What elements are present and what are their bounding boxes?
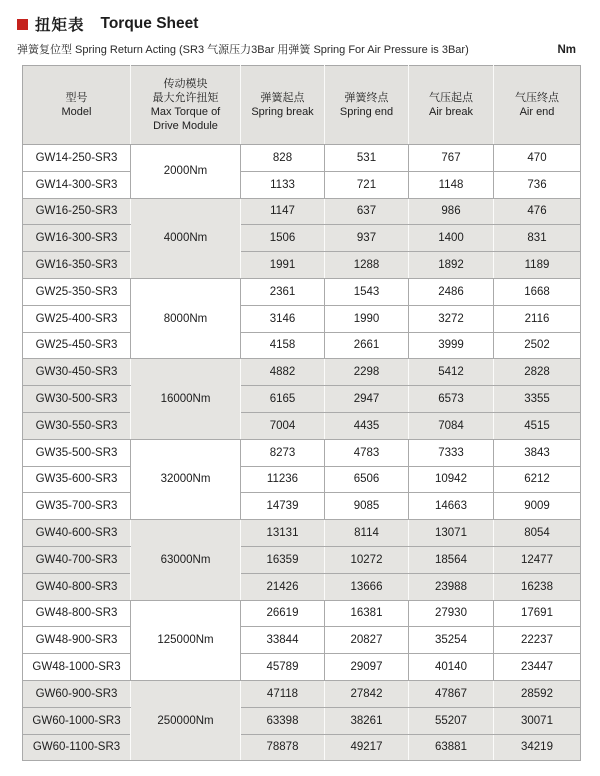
model-cell: GW25-350-SR3 xyxy=(23,278,131,305)
column-header-model: 型号 Model xyxy=(23,66,131,145)
value-cell: 16359 xyxy=(241,546,325,573)
value-cell: 33844 xyxy=(241,627,325,654)
model-cell: GW48-900-SR3 xyxy=(23,627,131,654)
max-torque-cell: 32000Nm xyxy=(131,439,241,519)
value-cell: 937 xyxy=(325,225,409,252)
value-cell: 45789 xyxy=(241,654,325,681)
model-cell: GW25-450-SR3 xyxy=(23,332,131,359)
column-header-spring-break: 弹簧起点 Spring break xyxy=(241,66,325,145)
max-torque-cell: 16000Nm xyxy=(131,359,241,439)
value-cell: 2116 xyxy=(494,305,581,332)
value-cell: 2502 xyxy=(494,332,581,359)
value-cell: 1189 xyxy=(494,252,581,279)
model-cell: GW35-700-SR3 xyxy=(23,493,131,520)
model-cell: GW40-600-SR3 xyxy=(23,520,131,547)
value-cell: 38261 xyxy=(325,707,409,734)
table-row xyxy=(23,145,581,172)
torque-table xyxy=(22,65,581,761)
value-cell: 1147 xyxy=(241,198,325,225)
value-cell: 6573 xyxy=(409,386,494,413)
value-cell: 13131 xyxy=(241,520,325,547)
table-row xyxy=(23,707,581,734)
value-cell: 1133 xyxy=(241,171,325,198)
value-cell: 4783 xyxy=(325,439,409,466)
max-torque-cell: 250000Nm xyxy=(131,680,241,760)
value-cell: 1668 xyxy=(494,278,581,305)
value-cell: 2486 xyxy=(409,278,494,305)
value-cell: 3272 xyxy=(409,305,494,332)
value-cell: 35254 xyxy=(409,627,494,654)
value-cell: 1506 xyxy=(241,225,325,252)
red-square-icon xyxy=(17,19,28,30)
max-torque-cell: 63000Nm xyxy=(131,520,241,600)
value-cell: 12477 xyxy=(494,546,581,573)
value-cell: 13666 xyxy=(325,573,409,600)
table-row xyxy=(23,520,581,547)
value-cell: 9085 xyxy=(325,493,409,520)
model-cell: GW30-450-SR3 xyxy=(23,359,131,386)
table-row xyxy=(23,278,581,305)
value-cell: 28592 xyxy=(494,680,581,707)
page-title-zh: 扭矩表 xyxy=(35,17,85,34)
value-cell: 637 xyxy=(325,198,409,225)
model-cell: GW16-350-SR3 xyxy=(23,252,131,279)
value-cell: 16238 xyxy=(494,573,581,600)
table-row xyxy=(23,546,581,573)
column-header-air-end: 气压终点 Air end xyxy=(494,66,581,145)
table-row xyxy=(23,332,581,359)
value-cell: 9009 xyxy=(494,493,581,520)
value-cell: 18564 xyxy=(409,546,494,573)
value-cell: 47867 xyxy=(409,680,494,707)
value-cell: 4882 xyxy=(241,359,325,386)
model-cell: GW60-1000-SR3 xyxy=(23,707,131,734)
table-row xyxy=(23,439,581,466)
value-cell: 4158 xyxy=(241,332,325,359)
value-cell: 47118 xyxy=(241,680,325,707)
table-row xyxy=(23,466,581,493)
value-cell: 11236 xyxy=(241,466,325,493)
value-cell: 476 xyxy=(494,198,581,225)
model-cell: GW48-1000-SR3 xyxy=(23,654,131,681)
model-cell: GW16-250-SR3 xyxy=(23,198,131,225)
value-cell: 55207 xyxy=(409,707,494,734)
value-cell: 27930 xyxy=(409,600,494,627)
value-cell: 21426 xyxy=(241,573,325,600)
column-header-air-break: 气压起点 Air break xyxy=(409,66,494,145)
value-cell: 7333 xyxy=(409,439,494,466)
max-torque-cell: 2000Nm xyxy=(131,145,241,199)
model-cell: GW25-400-SR3 xyxy=(23,305,131,332)
model-cell: GW35-500-SR3 xyxy=(23,439,131,466)
subtitle-text: 弹簧复位型 Spring Return Acting (SR3 气源压力3Bar 用弹簧 Spring For Air Pressure is 3Bar) xyxy=(17,44,469,56)
model-cell: GW14-250-SR3 xyxy=(23,145,131,172)
table-header-row xyxy=(23,66,581,145)
model-cell: GW48-800-SR3 xyxy=(23,600,131,627)
table-row xyxy=(23,198,581,225)
value-cell: 767 xyxy=(409,145,494,172)
value-cell: 49217 xyxy=(325,734,409,761)
table-row xyxy=(23,305,581,332)
model-cell: GW30-500-SR3 xyxy=(23,386,131,413)
value-cell: 3146 xyxy=(241,305,325,332)
value-cell: 10272 xyxy=(325,546,409,573)
table-header xyxy=(23,66,581,145)
value-cell: 22237 xyxy=(494,627,581,654)
value-cell: 6506 xyxy=(325,466,409,493)
model-cell: GW16-300-SR3 xyxy=(23,225,131,252)
table-row xyxy=(23,252,581,279)
max-torque-cell: 8000Nm xyxy=(131,278,241,358)
value-cell: 1991 xyxy=(241,252,325,279)
value-cell: 34219 xyxy=(494,734,581,761)
value-cell: 721 xyxy=(325,171,409,198)
value-cell: 736 xyxy=(494,171,581,198)
value-cell: 3999 xyxy=(409,332,494,359)
unit-label: Nm xyxy=(557,44,576,56)
value-cell: 23988 xyxy=(409,573,494,600)
value-cell: 5412 xyxy=(409,359,494,386)
value-cell: 8273 xyxy=(241,439,325,466)
table-row xyxy=(23,627,581,654)
model-cell: GW40-700-SR3 xyxy=(23,546,131,573)
value-cell: 3843 xyxy=(494,439,581,466)
model-cell: GW35-600-SR3 xyxy=(23,466,131,493)
table-row xyxy=(23,359,581,386)
value-cell: 10942 xyxy=(409,466,494,493)
value-cell: 1148 xyxy=(409,171,494,198)
value-cell: 1990 xyxy=(325,305,409,332)
page-title xyxy=(0,0,600,35)
value-cell: 7084 xyxy=(409,412,494,439)
model-cell: GW60-1100-SR3 xyxy=(23,734,131,761)
value-cell: 3355 xyxy=(494,386,581,413)
value-cell: 30071 xyxy=(494,707,581,734)
value-cell: 27842 xyxy=(325,680,409,707)
value-cell: 78878 xyxy=(241,734,325,761)
value-cell: 2361 xyxy=(241,278,325,305)
table-row xyxy=(23,600,581,627)
value-cell: 2947 xyxy=(325,386,409,413)
value-cell: 14663 xyxy=(409,493,494,520)
table-row xyxy=(23,412,581,439)
table-body xyxy=(23,145,581,761)
column-header-spring-end: 弹簧终点 Spring end xyxy=(325,66,409,145)
table-row xyxy=(23,734,581,761)
value-cell: 40140 xyxy=(409,654,494,681)
column-header-max-torque: 传动模块 最大允许扭矩 Max Torque of Drive Module xyxy=(131,66,241,145)
value-cell: 23447 xyxy=(494,654,581,681)
value-cell: 63881 xyxy=(409,734,494,761)
value-cell: 1543 xyxy=(325,278,409,305)
value-cell: 1892 xyxy=(409,252,494,279)
table-row xyxy=(23,493,581,520)
value-cell: 63398 xyxy=(241,707,325,734)
table-row xyxy=(23,386,581,413)
value-cell: 16381 xyxy=(325,600,409,627)
value-cell: 17691 xyxy=(494,600,581,627)
value-cell: 8054 xyxy=(494,520,581,547)
model-cell: GW30-550-SR3 xyxy=(23,412,131,439)
value-cell: 6165 xyxy=(241,386,325,413)
model-cell: GW40-800-SR3 xyxy=(23,573,131,600)
value-cell: 29097 xyxy=(325,654,409,681)
value-cell: 986 xyxy=(409,198,494,225)
table-row xyxy=(23,225,581,252)
table-row xyxy=(23,654,581,681)
value-cell: 14739 xyxy=(241,493,325,520)
table-row xyxy=(23,171,581,198)
value-cell: 2828 xyxy=(494,359,581,386)
value-cell: 2661 xyxy=(325,332,409,359)
value-cell: 26619 xyxy=(241,600,325,627)
value-cell: 6212 xyxy=(494,466,581,493)
value-cell: 13071 xyxy=(409,520,494,547)
value-cell: 7004 xyxy=(241,412,325,439)
max-torque-cell: 125000Nm xyxy=(131,600,241,680)
value-cell: 531 xyxy=(325,145,409,172)
value-cell: 2298 xyxy=(325,359,409,386)
value-cell: 1288 xyxy=(325,252,409,279)
value-cell: 1400 xyxy=(409,225,494,252)
model-cell: GW14-300-SR3 xyxy=(23,171,131,198)
table-row xyxy=(23,573,581,600)
subtitle-row xyxy=(17,41,576,57)
page-title-en: Torque Sheet xyxy=(100,15,199,32)
value-cell: 4515 xyxy=(494,412,581,439)
max-torque-cell: 4000Nm xyxy=(131,198,241,278)
value-cell: 470 xyxy=(494,145,581,172)
model-cell: GW60-900-SR3 xyxy=(23,680,131,707)
value-cell: 8114 xyxy=(325,520,409,547)
value-cell: 4435 xyxy=(325,412,409,439)
value-cell: 831 xyxy=(494,225,581,252)
value-cell: 828 xyxy=(241,145,325,172)
value-cell: 20827 xyxy=(325,627,409,654)
table-row xyxy=(23,680,581,707)
